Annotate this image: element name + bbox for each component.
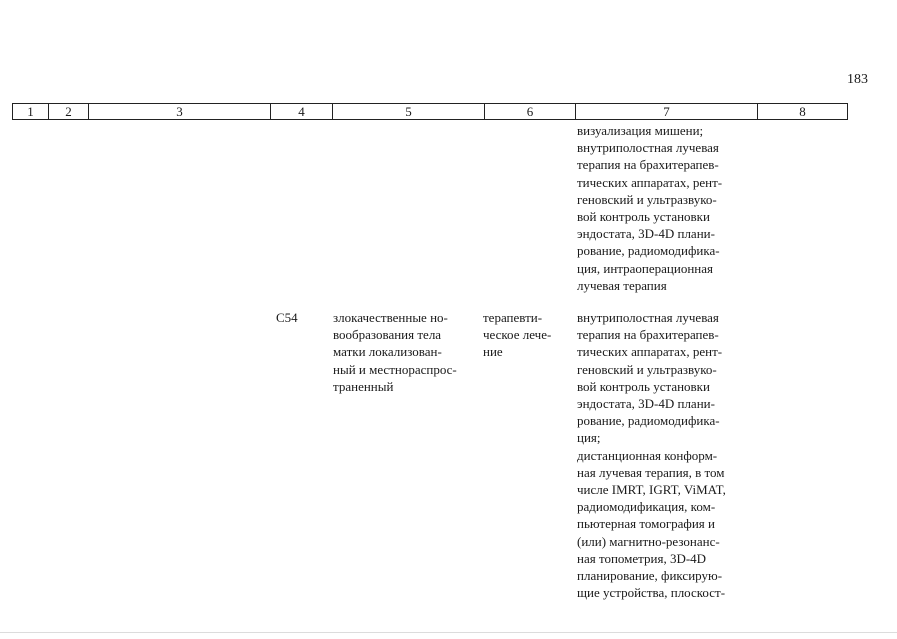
page-number: 183 [847,72,868,87]
text-line: тических аппаратах, рент- [577,174,723,190]
text-line: вой контроль установки [577,378,710,394]
text-line: радиомодификация, ком- [577,499,716,515]
text-line: рование, радиомодифика- [577,243,720,259]
text-line: рование, радиомодифика- [577,413,720,429]
row2-col4-code: C54 [276,310,298,325]
text-line: терапия на брахитерапев- [577,157,719,173]
text-line: ный и местнораспрос- [333,361,457,377]
text-line: тических аппаратах, рент- [577,344,723,360]
header-col-5: 5 [333,104,485,120]
text-line: ческое лече- [483,327,552,343]
text-line: щие устройства, плоскост- [577,585,726,601]
text-line: ция, интраоперационная [577,260,713,276]
header-col-8: 8 [758,104,848,120]
row2-col6-treatment-type [483,309,561,361]
text-line: ние [483,344,503,360]
column-header-table [12,103,848,120]
text-line: числе IMRT, IGRT, ViMAT, [577,482,726,498]
text-line: планирование, фиксирую- [577,568,723,584]
text-line: внутриполостная лучевая [577,310,719,325]
text-line: дистанционная конформ- [577,447,718,463]
text-line: ная лучевая терапия, в том [577,464,725,480]
row2-col5-diagnosis [333,309,478,395]
text-line: геновский и ультразвуко- [577,191,717,207]
text-line: матки локализован- [333,344,442,360]
row2-col7-method [577,309,752,601]
text-line: злокачественные но- [333,310,448,325]
text-line: траненный [333,378,394,394]
header-col-4: 4 [271,104,333,120]
text-line: пьютерная томография и [577,516,715,532]
text-line: визуализация мишени; [577,123,704,138]
text-line: внутриполостная лучевая [577,140,719,156]
text-line: ция; [577,430,601,446]
header-col-6: 6 [485,104,576,120]
header-col-3: 3 [89,104,271,120]
header-col-7: 7 [576,104,758,120]
header-col-2: 2 [49,104,89,120]
text-line: (или) магнитно-резонанс- [577,533,720,549]
text-line: вой контроль установки [577,209,710,225]
text-line: эндостата, 3D-4D плани- [577,226,715,242]
header-col-1: 1 [13,104,49,120]
text-line: геновский и ультразвуко- [577,361,717,377]
text-line: терапия на брахитерапев- [577,327,719,343]
scan-edge-line [0,632,897,633]
header-row [13,104,848,120]
text-line: эндостата, 3D-4D плани- [577,396,715,412]
row1-col7-text [577,122,752,294]
text-line: вообразования тела [333,327,442,343]
text-line: терапевти- [483,310,543,325]
text-line: лучевая терапия [577,277,667,293]
text-line: ная топометрия, 3D-4D [577,550,707,566]
